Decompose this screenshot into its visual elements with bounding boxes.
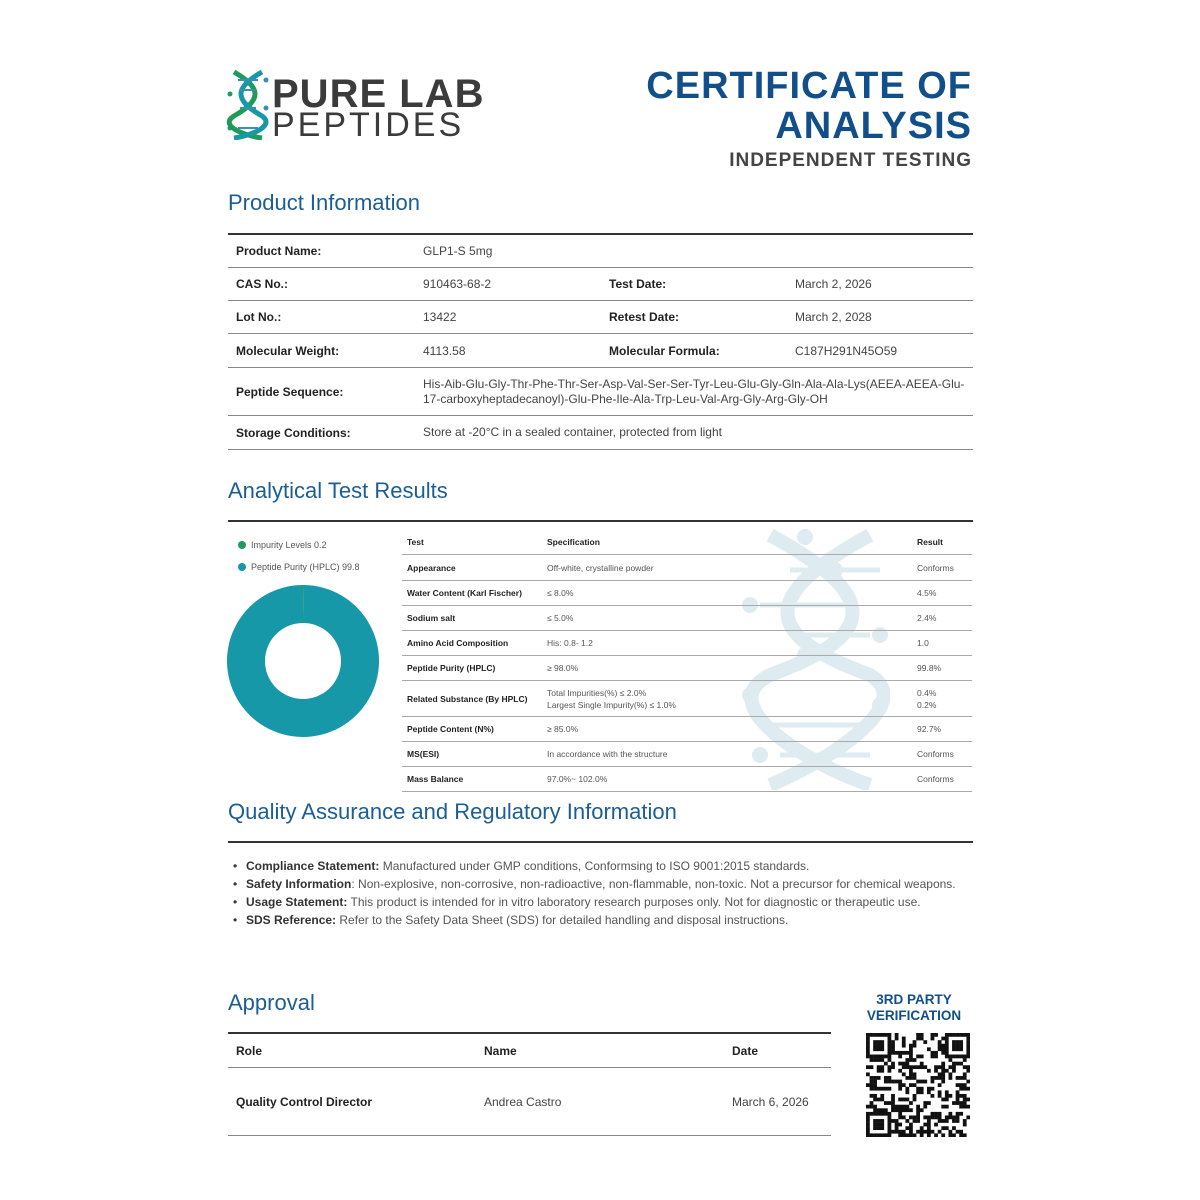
test-name: Amino Acid Composition xyxy=(407,638,509,648)
cas-value: 910463-68-2 xyxy=(423,277,492,291)
product-name-value: GLP1-S 5mg xyxy=(423,244,493,258)
legend-item xyxy=(238,562,360,572)
approver-name: Andrea Castro xyxy=(484,1094,562,1109)
section-divider xyxy=(228,520,973,522)
table-row xyxy=(402,581,972,606)
qa-item-text: This product is intended for in vitro laboratory research purposes only. Not for diagnostic or therapeutic use. xyxy=(350,895,921,909)
legend-dot-impurity xyxy=(238,541,246,549)
approval-title: Approval xyxy=(228,990,315,1015)
molecular-formula-value: C187H291N45O59 xyxy=(795,343,898,358)
qa-title: Quality Assurance and Regulatory Information xyxy=(228,799,677,824)
header-test: Test xyxy=(407,537,424,547)
qa-list xyxy=(246,857,976,929)
test-spec-line1: Total Impurities(%) ≤ 2.0% xyxy=(547,687,647,698)
molecular-weight-value: 4113.58 xyxy=(423,343,466,358)
test-result: 2.4% xyxy=(917,613,937,623)
qa-item-text: Refer to the Safety Data Sheet (SDS) for detailed handling and disposal instructions. xyxy=(339,913,789,927)
peptide-sequence-value: His-Aib-Glu-Gly-Thr-Phe-Thr-Ser-Asp-Val-Ser-Ser-Tyr-Leu-Glu-Gly-Gln-Ala-Ala-Lys(AEEA-AEEA-Glu-17-carboxyheptadecanoyl)-Glu-Phe-Ile-Ala-Trp-Leu-Val-Arg-Gly-Arg-Gly-OH xyxy=(423,376,965,406)
molecular-weight-label: Molecular Weight: xyxy=(236,343,340,358)
product-info-table xyxy=(228,233,973,450)
legend-item xyxy=(238,540,360,550)
test-spec: ≥ 98.0% xyxy=(547,663,579,673)
table-row xyxy=(402,742,972,767)
table-row xyxy=(228,268,973,301)
retest-date-value: March 2, 2028 xyxy=(795,310,872,324)
test-name: Peptide Content (N%) xyxy=(407,724,494,734)
purity-donut-chart xyxy=(226,584,380,738)
qa-item-label: Compliance Statement: xyxy=(246,859,380,873)
approver-role: Quality Control Director xyxy=(236,1094,373,1109)
third-party-verification-label xyxy=(858,992,970,1024)
test-name: Sodium salt xyxy=(407,613,456,623)
company-logo xyxy=(226,70,486,142)
test-spec-line2: Largest Single Impurity(%) ≤ 1.0% xyxy=(547,699,676,710)
test-result-line1: 0.4% xyxy=(917,687,937,698)
header-result: Result xyxy=(917,537,943,547)
test-date-label: Test Date: xyxy=(609,277,667,291)
test-spec: ≥ 85.0% xyxy=(547,724,579,734)
logo-text-secondary: PEPTIDES xyxy=(272,106,465,144)
section-divider xyxy=(228,841,973,843)
test-result xyxy=(912,687,972,711)
test-result: Conforms xyxy=(917,562,954,573)
qa-item-label: Safety Information xyxy=(246,877,352,891)
test-date-value: March 2, 2026 xyxy=(795,277,872,291)
table-row xyxy=(228,235,973,268)
legend-label-purity: Peptide Purity (HPLC) 99.8 xyxy=(251,562,360,572)
test-result: 4.5% xyxy=(917,588,937,598)
table-row xyxy=(228,1068,831,1136)
list-item xyxy=(246,875,976,893)
test-spec: 97.0%~ 102.0% xyxy=(547,774,608,784)
test-name: Appearance xyxy=(407,562,456,573)
qr-code-icon[interactable] xyxy=(866,1033,970,1137)
table-header-row xyxy=(402,530,972,555)
certificate-subtitle: INDEPENDENT TESTING xyxy=(729,150,972,171)
dna-logo-icon xyxy=(226,70,270,140)
storage-value: Store at -20°C in a sealed container, protected from light xyxy=(423,425,722,439)
verification-line2: VERIFICATION xyxy=(866,1008,962,1023)
list-item xyxy=(246,911,976,929)
logo-text-primary: PURE LAB xyxy=(272,72,485,116)
header-role: Role xyxy=(236,1043,263,1058)
lot-label: Lot No.: xyxy=(236,310,282,324)
verification-line1: 3RD PARTY xyxy=(876,992,952,1007)
qa-item-label: Usage Statement: xyxy=(246,895,348,909)
test-spec: ≤ 8.0% xyxy=(547,588,574,598)
test-result: Conforms xyxy=(917,774,954,784)
legend-label-impurity: Impurity Levels 0.2 xyxy=(251,540,327,550)
test-result: Conforms xyxy=(917,749,954,759)
header-date: Date xyxy=(732,1043,759,1058)
table-row xyxy=(228,368,973,416)
legend-dot-purity xyxy=(238,563,246,571)
test-spec: In accordance with the structure xyxy=(547,749,668,759)
test-name: Related Substance (By HPLC) xyxy=(407,693,528,704)
cas-label: CAS No.: xyxy=(236,277,288,291)
certificate-title-line1: CERTIFICATE OF xyxy=(646,65,972,107)
header-specification: Specification xyxy=(547,537,600,547)
table-row xyxy=(402,656,972,681)
table-row xyxy=(402,767,972,792)
table-row xyxy=(228,416,973,450)
table-row xyxy=(402,681,972,717)
header-name: Name xyxy=(484,1043,517,1058)
approval-table xyxy=(228,1032,831,1136)
table-row xyxy=(402,717,972,742)
test-spec xyxy=(542,687,912,711)
table-row xyxy=(228,334,973,368)
table-row xyxy=(402,606,972,631)
list-item xyxy=(246,857,976,875)
table-row xyxy=(228,301,973,334)
peptide-sequence-label: Peptide Sequence: xyxy=(236,384,344,399)
qa-item-text: Manufactured under GMP conditions, Conformsing to ISO 9001:2015 standards. xyxy=(382,859,810,873)
test-name: Water Content (Karl Fischer) xyxy=(407,588,522,598)
molecular-formula-label: Molecular Formula: xyxy=(609,343,720,358)
test-result-line2: 0.2% xyxy=(917,699,937,710)
qa-item-text: : Non-explosive, non-corrosive, non-radioactive, non-flammable, non-toxic. Not a precursor for chemical weapons. xyxy=(351,877,956,891)
test-name: MS(ESI) xyxy=(407,749,440,759)
qa-item-label: SDS Reference: xyxy=(246,913,337,927)
table-header-row xyxy=(228,1034,831,1068)
test-result: 92.7% xyxy=(917,724,942,734)
table-row xyxy=(402,631,972,656)
chart-legend xyxy=(238,540,360,584)
donut-slice-purity xyxy=(227,585,379,737)
lot-value: 13422 xyxy=(423,310,457,324)
storage-label: Storage Conditions: xyxy=(236,425,351,440)
certificate-title-line2: ANALYSIS xyxy=(775,105,972,147)
list-item xyxy=(246,893,976,911)
product-name-label: Product Name: xyxy=(236,244,322,258)
test-name: Peptide Purity (HPLC) xyxy=(407,663,496,673)
test-result: 1.0 xyxy=(917,638,929,648)
product-info-title: Product Information xyxy=(228,190,420,215)
test-result: 99.8% xyxy=(917,663,942,673)
test-spec: His: 0.8- 1.2 xyxy=(547,638,593,648)
approval-date: March 6, 2026 xyxy=(732,1094,809,1109)
test-spec: Off-white, crystalline powder xyxy=(547,562,654,573)
certificate-heading xyxy=(646,66,972,172)
analytical-title: Analytical Test Results xyxy=(228,478,448,503)
test-spec: ≤ 5.0% xyxy=(547,613,574,623)
test-name: Mass Balance xyxy=(407,774,464,784)
retest-date-label: Retest Date: xyxy=(609,310,680,324)
analytical-results-table xyxy=(402,530,972,792)
table-row xyxy=(402,555,972,581)
